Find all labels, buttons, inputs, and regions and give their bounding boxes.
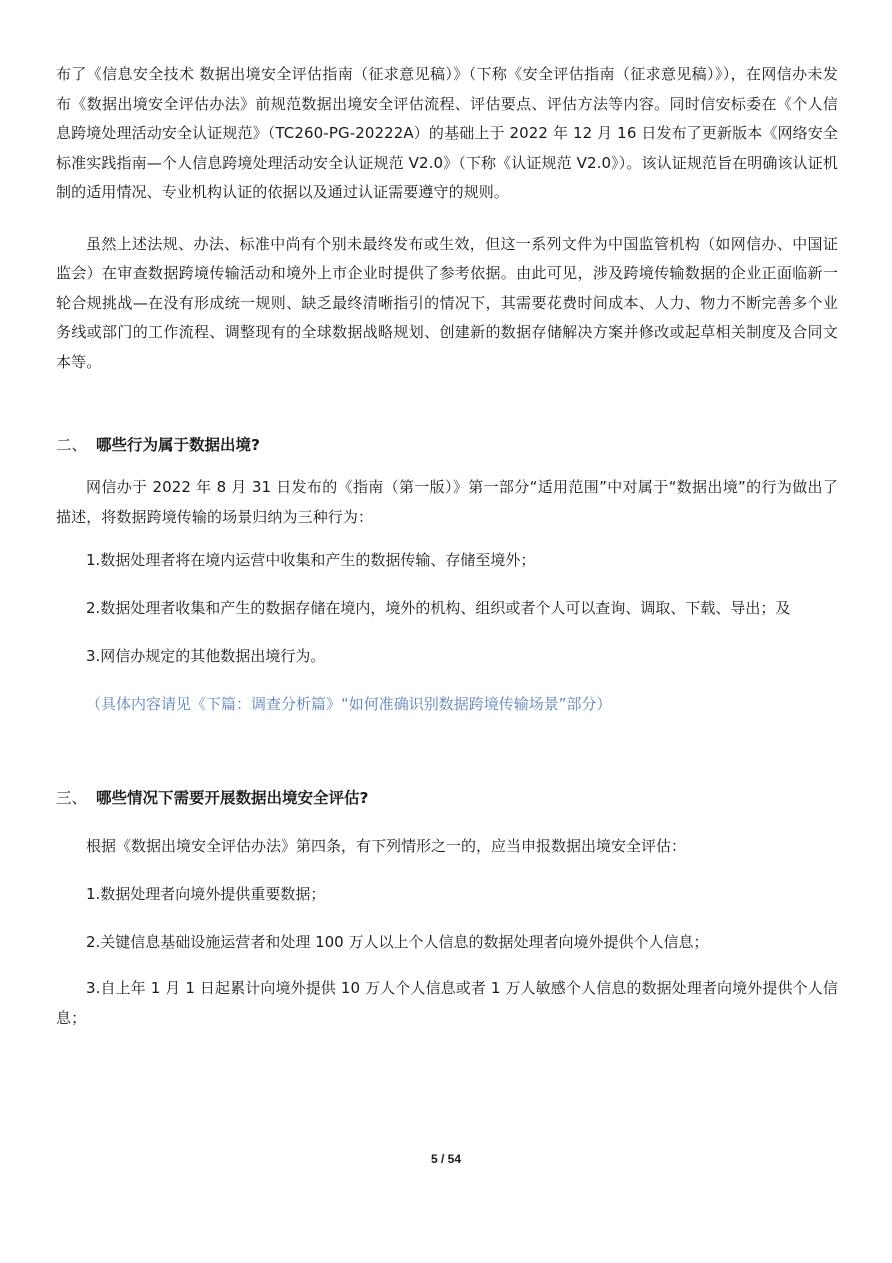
page-content: [56, 60, 838, 1033]
list-item: 2.数据处理者收集和产生的数据存储在境内，境外的机构、组织或者个人可以查询、调取、下载、导出；及: [86, 599, 791, 617]
section-number: 二、: [56, 436, 88, 454]
list-item: 1.数据处理者向境外提供重要数据；: [86, 885, 326, 903]
section-title: 哪些行为属于数据出境?: [96, 436, 260, 454]
list-item: 2.关键信息基础设施运营者和处理 100 万人以上个人信息的数据处理者向境外提供个人信息；: [86, 933, 709, 951]
list-item: 3.网信办规定的其他数据出境行为。: [86, 647, 326, 665]
section-2-intro: 网信办于 2022 年 8 月 31 日发布的《指南（第一版）》第一部分“适用范围”中对属于“数据出境”的行为做出了描述，将数据跨境传输的场景归纳为三种行为：: [56, 478, 838, 526]
list-item: 1.数据处理者将在境内运营中收集和产生的数据传输、存储至境外；: [86, 551, 536, 569]
section-number: 三、: [56, 789, 88, 807]
section-heading-2: [56, 433, 838, 457]
section-title: 哪些情况下需要开展数据出境安全评估?: [96, 789, 369, 807]
intro-paragraph: 布了《信息安全技术 数据出境安全评估指南（征求意见稿）》（下称《安全评估指南（征求意见稿）》），在网信办未发布《数据出境安全评估办法》前规范数据出境安全评估流程、评估要点、评估方法等内容。同时信安标委在《个人信息跨境处理活动安全认证规范》（TC260-PG-20222A）的基础上于 2022 年 12 月 16 日发布了更新版本《网络安全标准实践指南—个人信息跨境处理活动安全认证规范 V2.0》（下称《认证规范 V2.0》）。该认证规范旨在明确该认证机制的适用情况、专业机构认证的依据以及通过认证需要遵守的规则。: [56, 65, 838, 201]
list-item: 3.自上年 1 月 1 日起累计向境外提供 10 万人个人信息或者 1 万人敏感个人信息的数据处理者向境外提供个人信息；: [56, 979, 838, 1027]
paragraph-regulation-status: 虽然上述法规、办法、标准中尚有个别未最终发布或生效，但这一系列文件为中国监管机构（如网信办、中国证监会）在审查数据跨境传输活动和境外上市企业时提供了参考依据。由此可见，涉及跨境传输数据的企业正面临新一轮合规挑战—在没有形成统一规则、缺乏最终清晰指引的情况下，其需要花费时间成本、人力、物力不断完善多个业务线或部门的工作流程、调整现有的全球数据战略规划、创建新的数据存储解决方案并修改或起草相关制度及合同文本等。: [56, 234, 838, 371]
reference-note: （具体内容请见《下篇：调查分析篇》“如何准确识别数据跨境传输场景”部分）: [86, 695, 612, 713]
section-3-intro: 根据《数据出境安全评估办法》第四条，有下列情形之一的，应当申报数据出境安全评估：: [86, 837, 687, 855]
section-heading-3: [56, 786, 838, 810]
page-number: 5 / 54: [430, 1152, 462, 1166]
